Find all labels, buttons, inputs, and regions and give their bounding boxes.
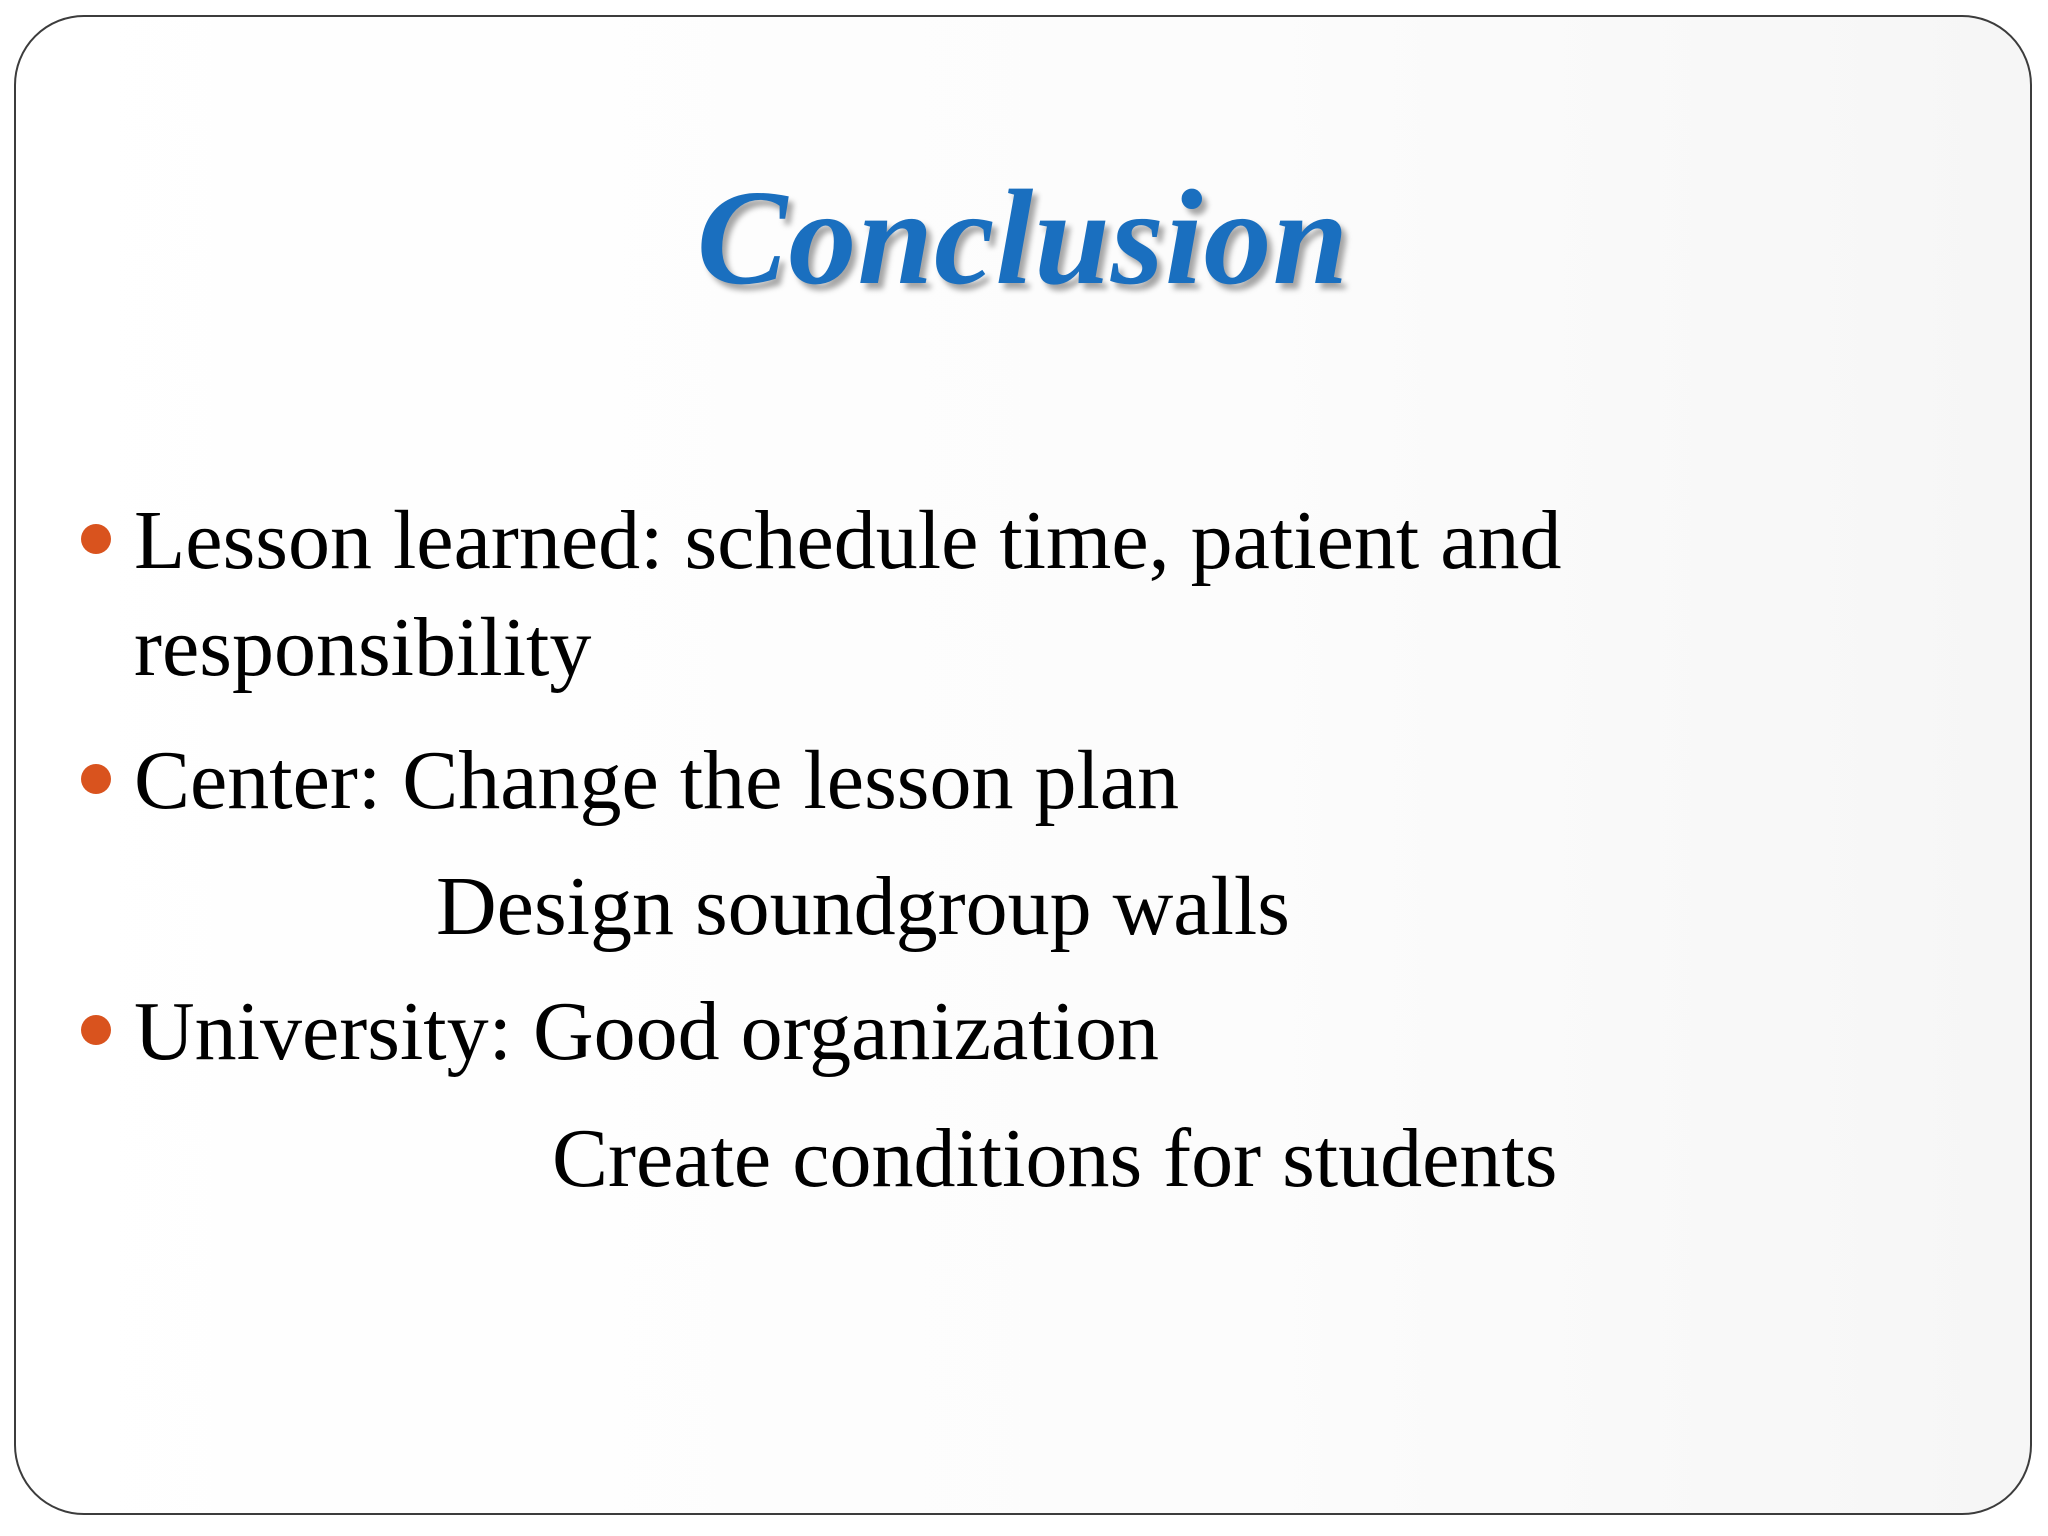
- slide-title: Conclusion: [696, 163, 1350, 313]
- bullet-1-line-1: Lesson learned: schedule time, patient and: [134, 494, 1562, 587]
- bullet-3-continuation: Create conditions for students: [552, 1112, 1558, 1205]
- bullet-2-continuation: Design soundgroup walls: [436, 860, 1290, 953]
- bullet-dot-icon: [81, 764, 111, 794]
- slide: [14, 15, 2032, 1515]
- bullet-dot-icon: [81, 1015, 111, 1045]
- bullet-dot-icon: [81, 524, 111, 554]
- bullet-3-line-1: University: Good organization: [134, 985, 1159, 1078]
- bullet-1-line-2: responsibility: [134, 601, 592, 694]
- bullet-2-line-1: Center: Change the lesson plan: [134, 734, 1180, 827]
